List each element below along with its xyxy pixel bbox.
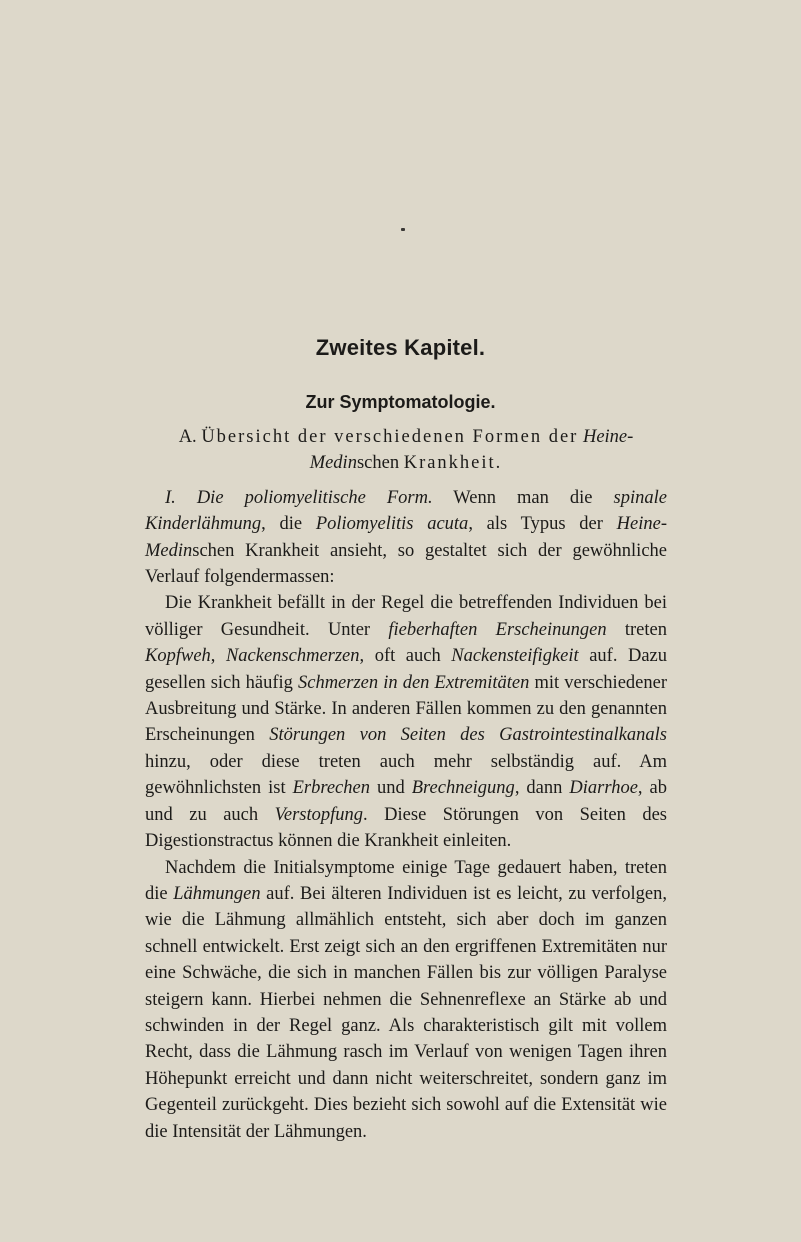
body-text	[145, 424, 667, 1145]
paragraph-poliomyelitic-form: I. Die poliomyelitische Form. Wenn man die spinale Kinderlähmung, die Poliomyelitis acuta, als Typus der Heine-Medinschen Krankheit ansieht, so gestaltet sich der gewöhnliche Verlauf folgendermassen:	[145, 487, 668, 588]
print-speck	[401, 228, 405, 231]
paragraph-paralysis: Nachdem die Initialsymptome einige Tage gedauert haben, treten die Lähmungen auf. Bei älteren Individuen ist es leicht, zu verfolgen, wie die Lähmung allmählich entsteht, sich aber doch im ganzen schnell entwickelt. Erst zeigt sich an den ergriffenen Extremitäten nur eine Schwäche, die sich in manchen Fällen bis zur völligen Paralyse steigern kann. Hierbei nehmen die Sehnenreflexe an Stärke ab und schwinden in der Regel ganz. Als charakteristisch gilt mit vollem Recht, dass die Lähmung rasch im Verlauf von wenigen Tagen ihren Höhepunkt erreicht und dann nicht weiterschreitet, sondern ganz im Gegenteil zurückgeht. Dies bezieht sich sowohl auf die Extensität wie die Intensität der Lähmungen.	[145, 857, 667, 1142]
chapter-title: Zweites Kapitel.	[315, 335, 486, 360]
paragraph-initial-symptoms: Die Krankheit befällt in der Regel die betreffenden Individuen bei völliger Gesundheit. Unter fieberhaften Erscheinungen treten Kopfweh, Nackenschmerzen, oft auch Nackensteifigkeit auf. Dazu gesellen sich häufig Schmerzen in den Extremitäten mit verschiedener Ausbreitung und Stärke. In anderen Fällen kommen zu den genannten Erscheinungen Störungen von Seiten des Gastrointestinalkanals hinzu, oder diese treten auch mehr selbständig auf. Am gewöhnlichsten ist Erbrechen und Brechneigung, dann Diarrhoe, ab und zu auch Verstopfung. Diese Störungen von Seiten des Digestionstractus können die Krankheit einleiten.	[145, 593, 668, 852]
section-title: Zur Symptomatologie.	[305, 392, 496, 412]
subsection-heading: A. Übersicht der verschiedenen Formen der Heine-Medinschen Krankheit.	[178, 427, 634, 474]
